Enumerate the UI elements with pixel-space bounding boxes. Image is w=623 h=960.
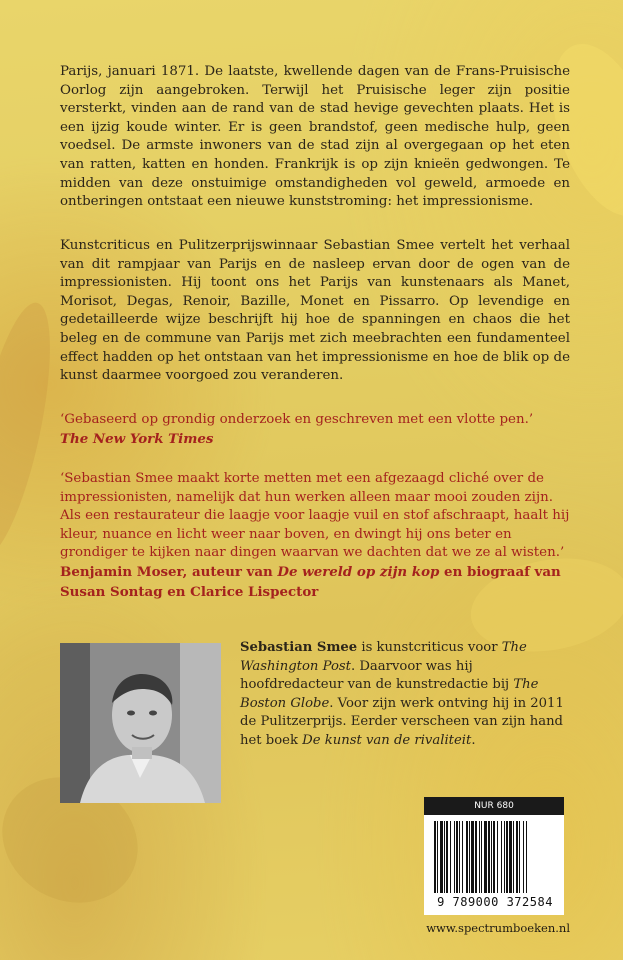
- intro-paragraph: Parijs, januari 1871. De laatste, kwellende dagen van de Frans-Pruisische Oorlog zijn aangebroken. Terwijl het Pruisische leger zijn positie versterkt, vinden aan de rand van de stad hevige gevechten plaats. Het is een ijzig koude winter. Er is geen brandstof, geen medische hulp, geen voedsel. De armste inwoners van de stad zijn al overgegaan op het eten van ratten, katten en honden. Frankrijk is op zijn knieën gedwongen. Te midden van deze onstuimige omstandigheden vol geweld, armoede en ontberingen ontstaat een nieuwe kunststroming: het impressionisme.: [60, 64, 570, 210]
- quote-source-prefix: Benjamin Moser, auteur van: [60, 563, 278, 580]
- review-quote-moser: [60, 470, 570, 602]
- quote-text: ‘Gebaseerd op grondig onderzoek en geschreven met een vlotte pen.’: [60, 412, 534, 427]
- quote-source-suffix: en biograaf van Susan Sontag en Clarice Lispector: [60, 563, 561, 600]
- bio-text: . Daarvoor was hij hoofdredacteur van de kunstredactie bij: [240, 658, 514, 693]
- quote-source-title: De wereld op zijn kop: [277, 563, 440, 580]
- bio-text: .: [471, 732, 476, 748]
- book-title: De kunst van de rivaliteit: [302, 732, 472, 748]
- bio-text: is kunstcriticus voor: [357, 640, 502, 655]
- quote-source: The New York Times: [60, 430, 214, 447]
- publisher-website: www.spectrumboeken.nl: [426, 921, 570, 935]
- bio-text: . Voor zijn werk ontving hij in 2011 de Pulitzerprijs. Eerder verscheen van zijn hand het boek: [240, 695, 564, 748]
- publication-name: The Boston Globe: [240, 677, 539, 711]
- quote-source: [60, 564, 561, 600]
- quote-text: ‘Sebastian Smee maakt korte metten met een afgezaagd cliché over de impressionisten, namelijk dat hun werken alleen maar mooi zouden zijn. Als een restaurateur die laagje voor laagje vuil en stof afschraapt, haalt hij kleur, nuance en licht weer naar boven, en dwingt hij ons beter en grondiger te kijken naar dingen waarvan we dachten dat we ze al wisten.’: [60, 471, 570, 561]
- nur-code: NUR 680: [424, 797, 564, 815]
- author-photo: [60, 643, 221, 803]
- author-photo-illustration: [60, 643, 221, 803]
- isbn-number: 9 789000 372584: [437, 895, 553, 909]
- summary-paragraph: Kunstcriticus en Pulitzerprijswinnaar Sebastian Smee vertelt het verhaal van dit rampjaar van Parijs en de nasleep ervan door de ogen van de impressionisten. Hij toont ons het Parijs van kunstenaars als Manet, Morisot, Degas, Renoir, Bazille, Monet en Pissarro. Op levendige en gedetailleerde wijze beschrijft hij hoe de spanningen en chaos die het beleg en de commune van Parijs met zich meebrachten een fundamenteel effect hadden op het ontstaan van het impressionisme en hoe de blik op de kunst daarmee voorgoed zou veranderen.: [60, 238, 570, 384]
- barcode-bars: [434, 821, 556, 893]
- paint-stroke: [0, 297, 66, 564]
- publication-name: The Washington Post: [240, 640, 527, 674]
- author-name: Sebastian Smee: [240, 640, 358, 655]
- review-quote-nyt: [60, 411, 570, 448]
- author-bio: [240, 639, 570, 751]
- isbn-barcode: [424, 797, 564, 915]
